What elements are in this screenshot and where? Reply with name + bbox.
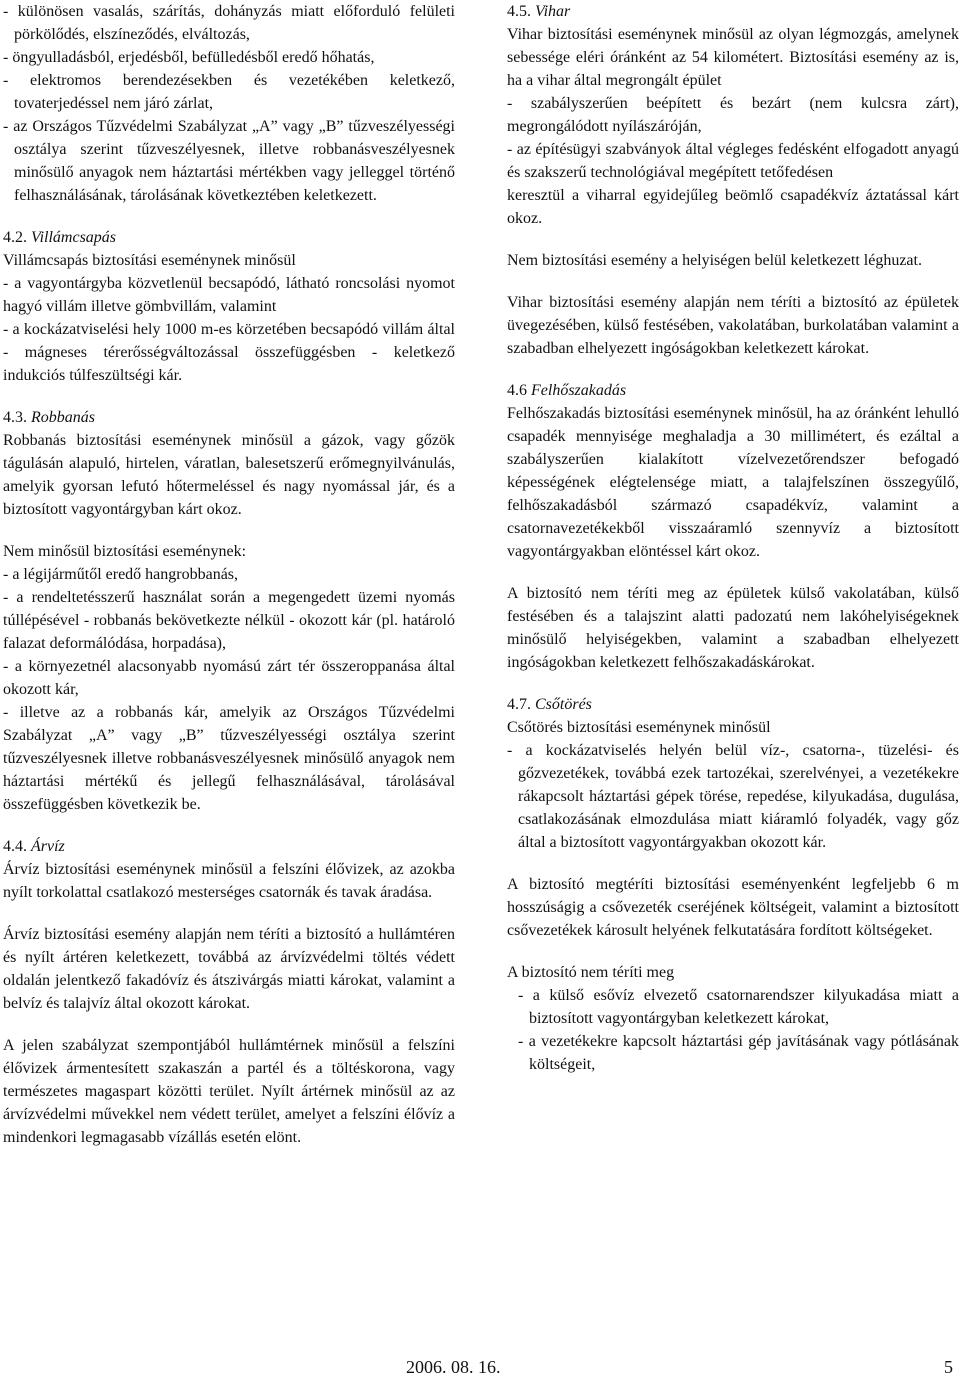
list-item: - a légijárműtől eredő hangrobbanás, (3, 566, 239, 583)
paragraph-text: Nem minősül biztosítási eseménynek: (3, 543, 247, 560)
paragraph-text: Villámcsapás biztosítási eseménynek minősül (3, 252, 296, 269)
section-4-2 (3, 226, 455, 387)
list-item: - a külső esővíz elvezető csatornarendszer kilyukadása miatt a biztosított vagyontárgyban keletkezett károkat, (518, 987, 959, 1027)
paragraph-text: A jelen szabályzat szempontjából hullámtérnek minősül a felszíni élővizek ármentesített szakaszán a partél és a töltéskorona, vagy természetes magaspart közötti terület. Nyílt ártérnek minősül az az árvízvédelmi művekkel nem védett terület, amelyet a felszíni élővíz a mindenkori legmagasabb vízállás esetén elönt. (3, 1037, 455, 1146)
list-item: - elektromos berendezésekben és vezetékében keletkező, tovaterjedéssel nem járó zárlat, (3, 72, 455, 112)
section-4-5 (507, 0, 959, 230)
section-heading: 4.4. Árvíz (3, 838, 65, 855)
list-item: - a vezetékekre kapcsolt háztartási gép javításának vagy pótlásának költségeit, (518, 1033, 959, 1073)
list-item: - öngyulladásból, erjedésből, befülledésből eredő hőhatás, (3, 49, 375, 66)
pipe-burst-exclusions (507, 961, 959, 1076)
list-item: - az Országos Tűzvédelmi Szabályzat „A” vagy „B” tűzveszélyességi osztálya szerint tűzveszélyesnek, illetve robbanásveszélyesnek minősülő anyagok nem háztartási mértékben vagy jelleggel történő felhasználásának, tárolásának következtében keletkezett. (3, 118, 455, 204)
section-heading: 4.6 Felhőszakadás (507, 382, 627, 399)
paragraph-text: Nem biztosítási esemény a helyiségen belül keletkezett léghuzat. (507, 252, 922, 269)
paragraph-text: A biztosító nem téríti meg az épületek külső vakolatában, külső festésében és a talajszint alatti padozatú nem lakóhelyiségeknek minősülő helyiségekben, valamint a szabadban elhelyezett ingóságokban keletkezett felhőszakadáskárokat. (507, 585, 959, 671)
list-item: - a kockázatviselési hely 1000 m-es körzetében becsapódó villám által - mágneses térerősségváltozással összefüggésben - keletkező indukciós túlfeszültségi kár. (3, 321, 455, 384)
section-4-7 (507, 693, 959, 854)
list-item: - illetve az a robbanás kár, amelyik az Országos Tűzvédelmi Szabályzat „A” vagy „B” tűzveszélyességi osztálya szerint tűzveszélyesnek illetve robbanásveszélyesnek minősülő anyagok nem háztartási mértékű és jellegű felhasználásával, tárolásával összefüggésben következik be. (3, 704, 455, 813)
list-item: - a kockázatviselés helyén belül víz-, csatorna-, tüzelési- és gőzvezetékek, továbbá ezek tartozékai, szerelvényei, a vezetékekre rákapcsolt háztartási gépek törése, repedése, kilyukadása, dugulása, csatlakozásának elmozdulása miatt kiáramló folyadék, vagy gőz által a biztosított vagyontárgyakban okozott kár. (507, 742, 959, 851)
footer-date: 2006. 08. 16. (406, 1357, 501, 1377)
paragraph-text: Árvíz biztosítási eseménynek minősül a felszíni élővizek, az azokba nyílt torkolattal csatlakozó mesterséges csatornák és tavak áradása. (3, 861, 455, 901)
explosion-exclusions (3, 540, 455, 816)
section-4-6 (507, 379, 959, 563)
paragraph-text: A biztosító nem téríti meg (507, 964, 675, 981)
paragraph-text: keresztül a viharral egyidejűleg beömlő csapadékvíz áztatással kárt okoz. (507, 187, 959, 227)
paragraph-text: Vihar biztosítási eseménynek minősül az olyan légmozgás, amelynek sebessége eléri óránként az 54 kilométert. Biztosítási esemény az is, ha a vihar által megrongált épület (507, 26, 959, 89)
section-heading: 4.3. Robbanás (3, 409, 95, 426)
list-item: - az építésügyi szabványok által végleges fedésként elfogadott anyagú és szakszerű technológiával megépített tetőfedésen (507, 141, 959, 181)
list-item: - különösen vasalás, szárítás, dohányzás miatt előforduló felületi pörkölődés, elszíneződés, elváltozás, (3, 3, 455, 43)
paragraph-text: Árvíz biztosítási esemény alapján nem téríti a biztosító a hullámtéren és nyílt ártéren keletkezett, továbbá az árvízvédelmi töltés védett oldalán jelentkező fakadóvíz és átszivárgás miatti károkat, valamint a belvíz és talajvíz által okozott károkat. (3, 926, 455, 1012)
list-item: - a környezetnél alacsonyabb nyomású zárt tér összeroppanása által okozott kár, (3, 658, 455, 698)
list-item: - szabályszerűen beépített és bezárt (nem kulcsra zárt), megrongálódott nyílászáróján, (507, 95, 959, 135)
section-heading: 4.7. Csőtörés (507, 696, 592, 713)
paragraph-text: Vihar biztosítási esemény alapján nem téríti a biztosító az épületek üvegezésében, külső festésében, vakolatában, burkolatában valamint a szabadban elhelyezett ingóságokban keletkezett károkat. (507, 294, 959, 357)
page-footer (0, 1357, 960, 1379)
right-column (507, 0, 959, 1095)
section-heading: 4.2. Villámcsapás (3, 229, 117, 246)
page-number: 5 (944, 1357, 953, 1377)
section-heading: 4.5. Vihar (507, 3, 571, 20)
section-4-4 (3, 835, 455, 904)
list-item: - a vagyontárgyba közvetlenül becsapódó, látható roncsolási nyomot hagyó villám illetve gömbvillám, valamint (3, 275, 455, 315)
fire-exclusions-list (3, 0, 455, 207)
paragraph-text: Felhőszakadás biztosítási eseménynek minősül, ha az óránként lehulló csapadék mennyisége meghaladja a 30 millimétert, és ezáltal a szabályszerűen kialakított vízelvezetőrendszer befogadó képességének elégtelensége miatt, a talajfelszínen összegyűlő, felhőszakadásból származó csapadékvíz, valamint a csatornavezetékekből visszaáramló szennyvíz a biztosított vagyontárgyakban elöntéssel kárt okoz. (507, 405, 959, 560)
paragraph-text: Robbanás biztosítási eseménynek minősül a gázok, vagy gőzök tágulásán alapuló, hirtelen, váratlan, balesetszerű erőmegnyilvánulás, amelyik gyorsan lefutó hőtermeléssel és nagy nyomással jár, és a biztosított vagyontárgyban kárt okoz. (3, 432, 455, 518)
paragraph-text: A biztosító megtéríti biztosítási eseményenként legfeljebb 6 m hosszúságig a csővezeték cseréjének költségeit, valamint a biztosított csővezetékek károsult helyének felkutatására fordított költségeket. (507, 876, 959, 939)
list-item: - a rendeltetésszerű használat során a megengedett üzemi nyomás túllépésével - robbanás bekövetkezte nélkül - okozott kár (pl. határoló falazat deformálódása, horpadása), (3, 589, 455, 652)
paragraph-text: Csőtörés biztosítási eseménynek minősül (507, 719, 771, 736)
section-4-3 (3, 406, 455, 521)
left-column (3, 0, 455, 1168)
